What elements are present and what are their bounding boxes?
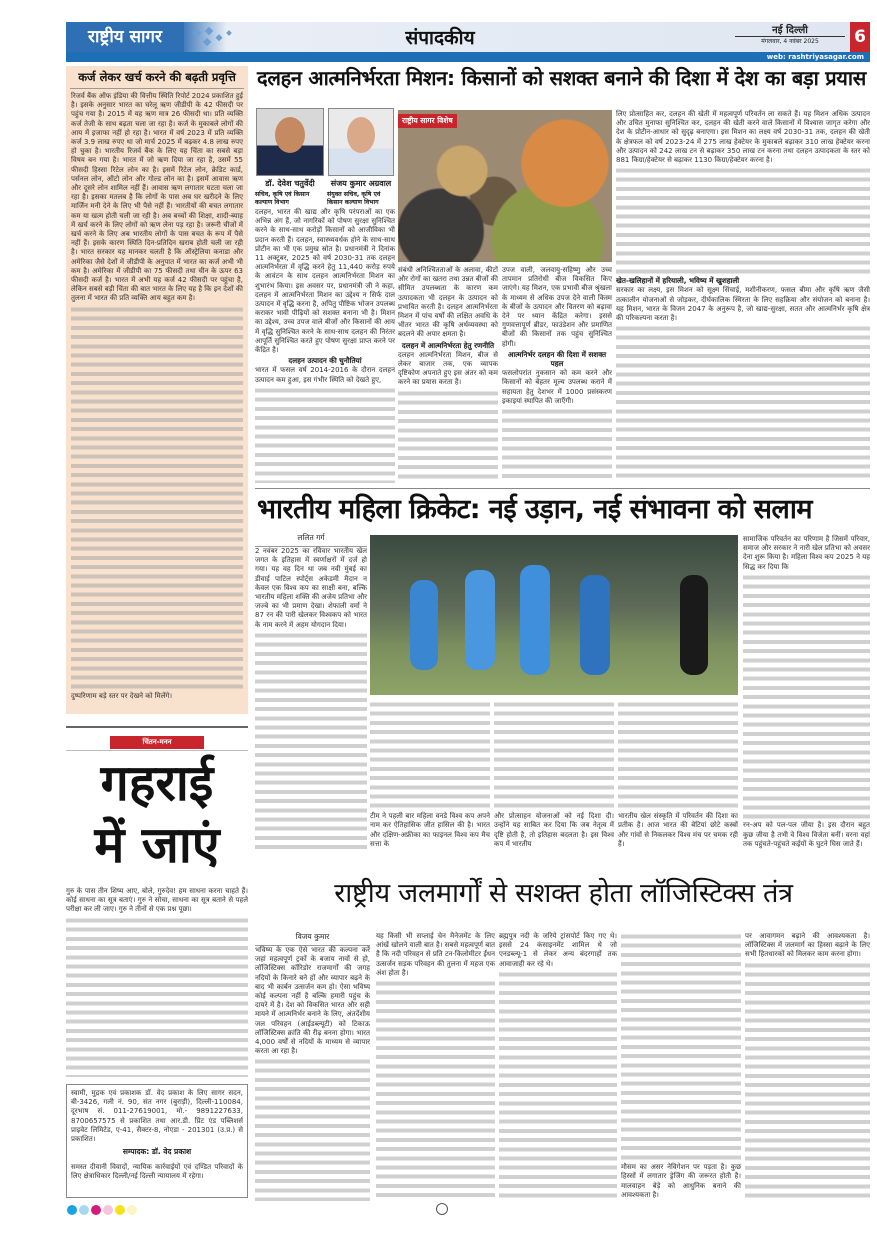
article3-headline[interactable]: राष्ट्रीय जलमार्गों से सशक्त होता लॉजिस्टिक्स तंत्र [334,878,793,909]
chintan-body [66,887,248,1077]
special-tag: राष्ट्रीय सागर विशेष [398,114,457,128]
subheading: खेत-खलिहानों में हरियाली, भविष्य में खुशहाली [616,276,740,286]
player-figure [465,570,495,670]
website-link[interactable]: web: rashtriyasagar.com [66,52,870,62]
byline: ललित गर्ग [255,533,367,547]
author-name: डॉ. देवेश चतुर्वेदी [265,179,315,188]
text-lines [745,961,870,1201]
article3-col1 [255,946,370,1201]
imprint-text: स्वामी, मुद्रक एवं प्रकाशक डॉ. वेद प्रकाश के लिए सागर सदन, बी-3426, गली नं. 90, संत नगर (बुराड़ी), दिल्ली-110084, दूरभाष सं. 011-27619001, मो.- 9891227633, 8700657575 से प्रकाशित तथा आर.डी. प्रिंट एंड पब्लिशर्स प्राइवेट लिमिटेड, ए-41, सैक्टर-8, नोएडा - 201301 (उ.प्र.) से प्रकाशित। [71,1089,243,1144]
imprint-box [66,1084,248,1198]
text-lines [71,305,243,692]
text-lines [618,700,738,812]
player-figure [680,575,708,675]
face-icon [347,117,375,153]
article3-col3 [499,932,617,1201]
body-text: रन-अप को पल-पल जीया है। इस दौरान बहुत कुछ जीया है तभी वे विश्व विजेता बनीं। वरना वहां तक पहुंचते-पहुंचते कईयों के घुटने घिस जाते हैं। [743,821,870,848]
subheading: दलहन में आत्मनिर्भरता हेतु रणनीति [401,340,495,350]
light-magenta-dot-icon [103,1205,113,1215]
pulses-sacks-photo [398,110,612,262]
subheading: आत्मनिर्भर दलहन की दिशा में सशक्त पहल [507,349,607,369]
text-lines [621,932,741,1163]
brand-logo[interactable]: राष्ट्रीय सागर [66,22,184,52]
imprint-legal: समस्त दीवानी विवादों, न्यायिक कार्रवाईयों एवं दण्डित परिवादों के लिए क्षेत्राधिकार दिल्ली/नई दिल्ली न्यायालय में रहेगा। [71,1163,243,1181]
article2-headline[interactable]: भारतीय महिला क्रिकेट: नई उड़ान, नई संभावना को सलाम [257,494,813,525]
chintan-title [66,752,248,876]
editorial-ending: दुष्परिणाम बड़े स्तर पर देखने को मिलेंगे। [71,691,173,700]
player-figure [410,580,438,670]
author-name: संजय कुमार अग्रवाल [330,179,392,188]
body-text: दलहन आत्मनिर्भरता मिशन, बीज से लेकर बाजार तक, एक व्यापक दृष्टिकोण अपनाते हुए इस अंतर को कम करने का प्रयास करता है। [398,350,498,387]
text-lines [494,700,614,812]
edition-date: मंगलवार, 4 नवंबर 2025 [761,38,819,45]
chintan-title-line2: में जाएं [94,816,220,874]
body-text: दलहन, भारत की खाद्य और कृषि परंपराओं का एक अभिन्न अंग हैं, जो नागरिकों को पोषण सुरक्षा सुनिश्चित करने के साथ-साथ करोड़ों किसानों को आजीविका भी प्रदान करती हैं। दलहन, स्वास्थ्यवर्धक होने के साथ-साथ प्रोटीन का भी एक प्रमुख स्रोत है। प्रधानमंत्री ने दिनांक 11 अक्टूबर, 2025 को वर्ष 2030-31 तक दलहन आत्मनिर्भरता में वृद्धि करने हेतु 11,440 करोड़ रुपये के आवंटन के साथ दलहन आत्मनिर्भरता मिशन का शुभारंभ किया। इस अवसर पर, प्रधानमंत्री जी ने कहा, दलहन में आत्मनिर्भरता मिशन का उद्देश्य न सिर्फ दाल उत्पादन में वृद्धि करना है, अपितु पौष्टिक भोजन उपलब्ध कराकर भावी पीढ़ियों को सशक्त बनाना भी है। मिशन का उद्देश्य, उच्च उपज वाले बीजों और किसानों की आय में वृद्धि सुनिश्चित करने के साथ-साथ दलहन की निरंतर आपूर्ति सुनिश्चित करते हुए पोषण सुरक्षा प्राप्त करने पर केंद्रित है। [255,208,395,355]
editorial-title: कर्ज लेकर खर्च करने की बढ़ती प्रवृत्ति [70,66,244,89]
chintan-text: गुरु के पास तीन शिष्य आए, बोले, गुरुदेव! हम साधना करना चाहते हैं। कोई साधना का सूत्र बताएं। गुरु ने सोचा, साधना का सूत्र बताने से पहले परीक्षा कर ली जाए। गुरु ने तीनों से एक प्रश्न पूछा। [66,887,248,914]
imprint-editor: सम्पादक: डॉ. वेद प्रकाश [122,1147,192,1156]
registration-mark-icon [436,1203,448,1215]
text-lines [398,389,498,483]
body-text: सामाजिक परिवर्तन का परिणाम है जिसमें परिवार, समाज और सरकार ने नारी खेल प्रतिभा को अवसर देना शुरू किया है। महिला विश्व कप 2025 ने यह सिद्ध कर दिया कि [743,535,870,571]
body-text: फसलोपरांत नुकसान को कम करने और किसानों को बेहतर मूल्य उपलब्ध कराने में सहायता हेतु देशभर में 1000 प्रसंस्करण इकाइयां स्थापित की जाएँगी। [502,369,612,405]
article1-headline[interactable]: दलहन आत्मनिर्भरता मिशन: किसानों को सशक्त बनाने की दिशा में देश का बड़ा प्रयास [257,66,866,90]
text-lines [66,916,248,1077]
article3-col2 [376,932,495,1201]
divider [255,488,870,489]
article1-col3 [502,266,612,483]
body-text: लिए प्रोत्साहित कर, दलहन की खेती में महत्वपूर्ण परिवर्तन ला सकते हैं। यह मिशन अधिक उत्पादन और उचित मुनाफा सुनिश्चित कर, दलहन की खेती करने वाले किसानों में विश्वास जागृत करेगा और देश के प्रोटीन-आधार को सुदृढ़ बनाएगा। इस मिशन का लक्ष्य वर्ष 2030-31 तक, दलहन की खेती के क्षेत्रफल को वर्ष 2023-24 में 275 लाख हेक्टेयर के मुकाबले बढ़ाकर 310 लाख हेक्टेयर करना और उत्पादन को 242 लाख टन से बढ़ाकर 350 लाख टन करना तथा दलहन उत्पादकता के स्तर को 881 किग्रा/हेक्टेयर से बढ़ाकर 1130 किग्रा/हेक्टेयर करना है। [616,110,870,165]
author-photo [256,108,324,176]
player-figure [580,575,610,675]
cyan-dot-icon [67,1205,77,1215]
article1-col4 [616,110,870,483]
article1-col2 [398,266,498,483]
divider [66,750,248,751]
body-text: उपज वाली, जलवायु-सहिष्णु और उच्च तापमान प्रतिरोधी बीज विकसित किए जाएंगे। यह मिशन, एक प्रभावी बीज श्रृंखला के माध्यम से अधिक उपज देने वाली किस्म के बीजों के उत्पादन और वितरण को बढ़ावा देने पर ध्यान केंद्रित करेगा। इससे गुणवत्तापूर्ण ब्रीडर, फाउंडेशन और प्रमाणित बीजों की किसानों तक पहुंच सुनिश्चित होगी। [502,266,612,348]
author-photo [328,108,394,176]
edition-city: नई दिल्ली [735,22,845,37]
section-title: संपादकीय [405,27,475,49]
chintan-title-line1: गहराई [100,754,214,812]
body-text: सरकार का लक्ष्य, इस मिशन को सूक्ष्म सिंचाई, मशीनीकरण, फसल बीमा और कृषि ऋण जैसी तत्कालीन योजनाओं से जोड़कर, दीर्घकालिक स्थिरता के लिए सहक्रिया और संयोजन को बनाना है। यह मिशन, भारत के विजन 2047 के अनुरूप है, जो खाद्य-सुरक्षा, सतत और आत्मनिर्भर कृषि क्षेत्र की परिकल्पना करता है। [616,286,870,323]
body-text: ब्रह्मपुत्र नदी के जरिये ट्रांसपोर्ट किए गए थे। इससे 24 कंसाइनमेंट शामिल थे जो एनडब्ल्यू-1 से लेकर अन्य बंदरगाहों तक आवाजाही कर रहे थे। [499,932,617,968]
byline: विजय कुमार [255,932,370,946]
text-lines [255,386,395,483]
subheading: दलहन उत्पादन की चुनौतियां [288,356,362,366]
author-role: सचिव, कृषि एवं किसान कल्याण विभाग [255,191,310,206]
magenta-dot-icon [91,1205,101,1215]
text-lines [616,166,870,276]
editorial-box [66,66,248,714]
author-role: संयुक्त सचिव, कृषि एवं किसान कल्याण विभाग [327,191,381,206]
body-text: भारतीय खेल संस्कृति में परिवर्तन की दिशा का प्रतीक है। आज भारत की बेटियां छोटे कस्बों और गांवों से निकलकर विश्व मंच पर चमक रही हैं। [618,812,738,848]
article2-col5 [743,535,870,850]
text-lines [616,324,870,483]
body-text: संबंधी अनिश्चितताओं के अलावा, कीटों और रोगों का खतरा तथा उन्नत बीजों की सीमित उपलब्धता के कारण कम उत्पादकता भी दलहन के उत्पादन को प्रभावित करती है। दलहन आत्मनिर्भरता मिशन में पांच वर्षों की लक्षित अवधि के भीतर भारत की कृषि अर्थव्यवस्था को बदलने की अपार क्षमता है। [398,266,498,339]
text-lines [370,700,490,812]
face-icon [275,117,305,153]
light-yellow-dot-icon [127,1205,137,1215]
body-text: भविष्य के एक ऐसे भारत की कल्पना करें जहां महत्वपूर्ण ट्रकों के बजाय नावों से हो, लॉजिस्टिक्स कॉरिडोर राजमार्गों की जगह नदियों के किनारे बने हों और व्यापार बढ़ने के बाद भी कार्बन उत्सर्जन कम हो। ऐसा भविष्य कोई कल्पना नहीं है बल्कि हमारी पहुंच के दायरे में है। देश को विकसित भारत और सही मायने में आत्मनिर्भर बनाने के लिए, अंतर्देशीय जल परिवहन (आईडब्ल्यूटी) को टिकाऊ लॉजिस्टिक्स क्रांति की रीढ़ बनना होगा। भारत 4,000 वर्षों से नदियों के माध्यम से व्यापार करता आ रहा है। [255,946,370,1056]
article2-col2 [370,700,490,850]
article2-col1 [255,547,367,850]
text-lines [255,1057,370,1201]
light-cyan-dot-icon [79,1205,89,1215]
article1-col1 [255,208,395,483]
text-lines [499,970,617,1201]
article2-col4 [618,700,738,850]
text-lines [255,631,367,850]
body-text: पर आवागमन बढ़ाने की आवश्यकता है। लॉजिस्टिक्स में जलमार्ग का हिस्सा बढ़ाने के लिए सभी हितधारकों को मिलकर काम करना होगा। [745,932,870,959]
editorial-body [66,92,248,702]
text-lines [502,407,612,483]
player-figure [520,565,550,675]
body-text: और प्रोत्साहन योजनाओं को नई दिशा दी। उन्होंने यह साबित कर दिया कि जब नेतृत्व में दृष्टि होती है, तो इतिहास बदलता है। इस विश्व कप में भारतीय [494,812,614,848]
body-text: भारत में फसल वर्ष 2014-2016 के दौरान दलहन उत्पादन कम हुआ, इस गंभीर स्थिति को देखते हुए, [255,366,395,384]
color-registration-dots [67,1205,137,1215]
body-text: 2 नवंबर 2025 का रविवार भारतीय खेल जगत के इतिहास में स्वर्णाक्षरों में दर्ज हो गया। यह वह दिन था जब नवी मुंबई का डीवाई पाटिल स्पोर्ट्स अकेडमी मैदान न केवल एक विश्व कप का साक्षी बना, बल्कि भारतीय महिला शक्ति की अजेय प्रतिभा और जज्बे का भी प्रमाण देखा। शेफाली वर्मा ने 87 रन की पारी खेलकर विश्वकप को भारत के नाम करने में अहम योगदान दिया। [255,547,367,629]
body-text: मौसम का असर नेविगेशन पर पड़ता है। कुछ हिस्सों में लगातार ड्रेजिंग की जरूरत होती है। मालवाहन बेड़े को आधुनिक बनाने की आवश्यकता है। [621,1163,741,1199]
editorial-text: रिजर्व बैंक ऑफ इंडिया की वित्तीय स्थिति रिपोर्ट 2024 प्रकाशित हुई है। इसके अनुसार भारत का घरेलू ऋण जीडीपी के 42 फीसदी पर पहुंच गया है। 2015 में यह ऋण मात्र 26 फीसदी था। प्रति व्यक्ति कर्ज तेजी के साथ बढ़ता चला जा रहा है। कर्ज के मुकाबले लोगों की आय में इजाफा नहीं हो रहा है। भारत में वर्ष 2023 में प्रति व्यक्ति कर्ज 3.9 लाख रुपए था जो मार्च 2025 में बढ़कर 4.8 लाख रुपए हो चुका है। भारतीय रिजर्व बैंक के लिए यह चिंता का सबसे बड़ा विषय बन गया है। भारत में जो ऋण दिया जा रहा है, उसमें 55 फीसदी हिस्सा रिटेल लोन का है। इसमें रिटेल लोन, क्रेडिट कार्ड, पर्सनल लोन, ऑटो लोन और गोल्ड लोन का है। इसमें आवास ऋण और दूसरे लोन शामिल नहीं हैं। आवास ऋण लगातार घटता चला जा रहा है। इसका मतलब है कि लोगों के पास अब घर खरीदने के लिए मार्जिन मनी देने के लिए भी पैसे नहीं हैं। भारतीयों की बचत लगातार कम या खत्म होती चली जा रही है। अब बच्चों की शिक्षा, शादी-ब्याह में खर्च करने के लिए लोगों को ऋण लेना पड़ रहा है। जरूरी चीजों में खर्च करने के लिए अब भारतीय लोगों के पास बचत के रूप में पैसे नहीं हैं। इसके कारण स्थिति दिन-प्रतिदिन खराब होती चली जा रही है। भारत सरकार यह मानकर चलती है कि ऑस्ट्रेलिया कनाडा और अमेरिका जैसे देशों में जीडीपी के अनुपात में भारत का कर्ज अभी भी कम है। अमेरिका में जीडीपी का 75 फीसदी तथा चीन के ऊपर 63 फीसदी कर्ज है। भारत में अभी यह कर्ज 42 फीसदी पर पहुंचा है, लेकिन सबसे बड़ी चिंता की बात भारत के लिए यह है कि इन देशों की तुलना में भारत की प्रति व्यक्ति आय बहुत कम है। [71,92,243,303]
body-text: यह किसी भी सप्लाई चेन मैनेजमेंट के लिए आंखें खोलने वाली बात है। सबसे महत्वपूर्ण बात है कि नदी परिवहन से प्रति टन-किलोमीटर ईंधन उत्सर्जन सड़क परिवहन की तुलना में महज एक अंश होता है। [376,932,496,977]
cricket-team-photo [370,535,738,695]
article2-col3 [494,700,614,850]
text-lines [743,573,870,822]
text-lines [376,979,495,1201]
article3-col5 [745,932,870,1201]
page-number: 6 [850,22,870,52]
yellow-dot-icon [115,1205,125,1215]
divider [66,726,248,728]
body-text: टीम ने पहली बार महिला वनडे विश्व कप अपने नाम कर ऐतिहासिक जीत हासिल की है। भारत और दक्षिण-अफ्रीका का फाइनल विश्व कप मैच सत्ता के [370,812,490,848]
diamond-pattern-icon [190,26,240,50]
chintan-label: चिंतन-मनन [110,736,204,749]
article3-col4 [621,932,741,1201]
